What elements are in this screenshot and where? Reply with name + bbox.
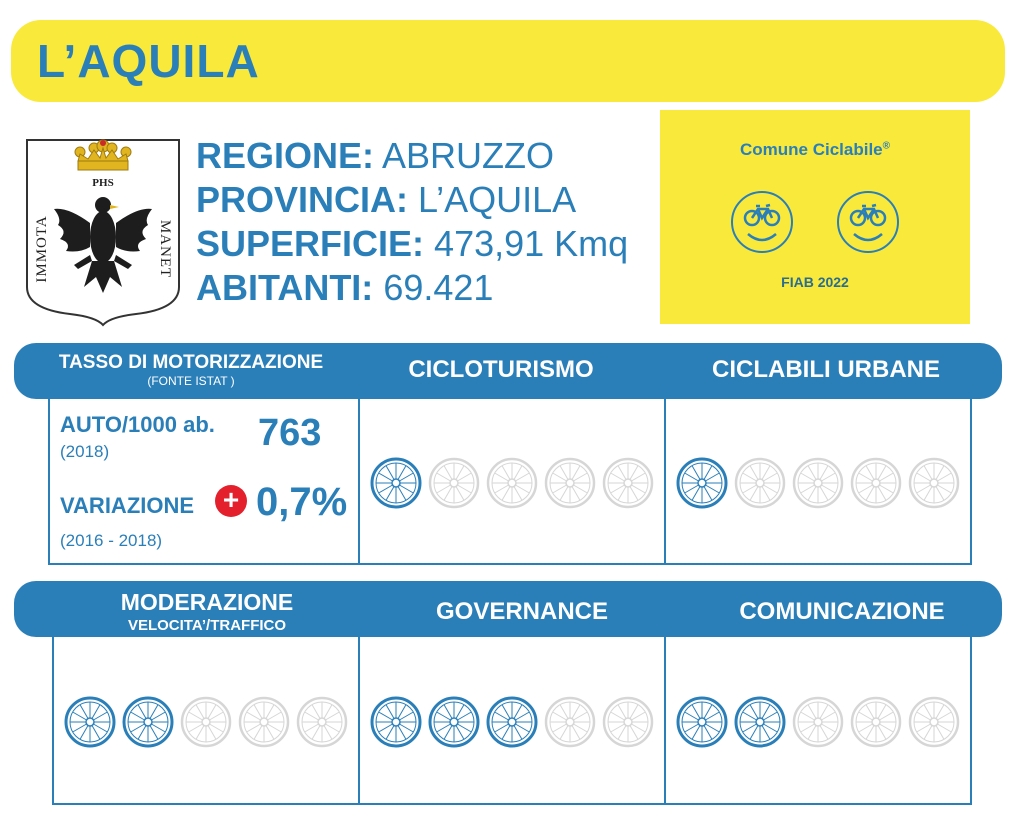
bicycle-wheel-icon bbox=[428, 457, 480, 509]
info-value: L’AQUILA bbox=[418, 179, 577, 220]
motorizzazione-title: TASSO DI MOTORIZZAZIONE bbox=[58, 352, 324, 373]
variazione-label: VARIAZIONE bbox=[60, 493, 195, 518]
bicycle-wheel-icon bbox=[734, 457, 786, 509]
bike-smiley-icon bbox=[836, 190, 900, 254]
variazione-value: 0,7% bbox=[256, 480, 348, 524]
bicycle-wheel-icon bbox=[792, 457, 844, 509]
bike-smiley-icon bbox=[730, 190, 794, 254]
ciclabili-urbane-rating bbox=[676, 457, 960, 509]
variazione-period: (2016 - 2018) bbox=[60, 531, 163, 550]
info-label: PROVINCIA: bbox=[196, 179, 409, 220]
bicycle-wheel-icon bbox=[180, 696, 232, 748]
bicycle-wheel-icon bbox=[850, 457, 902, 509]
city-info bbox=[196, 134, 628, 310]
governance-title: GOVERNANCE bbox=[435, 598, 609, 625]
bicycle-wheel-icon bbox=[370, 696, 422, 748]
bicycle-wheel-icon bbox=[850, 696, 902, 748]
comunicazione-rating bbox=[676, 696, 960, 748]
bicycle-wheel-icon bbox=[486, 696, 538, 748]
info-row-regione bbox=[196, 134, 628, 178]
bicycle-wheel-icon bbox=[908, 457, 960, 509]
bicycle-wheel-icon bbox=[676, 696, 728, 748]
bicycle-wheel-icon bbox=[544, 696, 596, 748]
moderazione-subtitle: VELOCITA’/TRAFFICO bbox=[127, 617, 287, 634]
comune-ciclabile-badge bbox=[660, 110, 970, 324]
governance-rating bbox=[370, 696, 654, 748]
info-label: ABITANTI: bbox=[196, 267, 374, 308]
bicycle-wheel-icon bbox=[676, 457, 728, 509]
motorizzazione-subtitle: (FONTE ISTAT ) bbox=[147, 374, 235, 388]
bicycle-wheel-icon bbox=[602, 696, 654, 748]
ciclabili-urbane-title: CICLABILI URBANE bbox=[712, 356, 940, 383]
moderazione-title: MODERAZIONE bbox=[120, 589, 294, 615]
bicycle-wheel-icon bbox=[238, 696, 290, 748]
info-value: 69.421 bbox=[383, 267, 494, 308]
plus-icon: + bbox=[215, 485, 247, 517]
info-label: REGIONE: bbox=[196, 135, 375, 176]
bicycle-wheel-icon bbox=[602, 457, 654, 509]
bicycle-wheel-icon bbox=[486, 457, 538, 509]
cicloturismo-rating bbox=[370, 457, 654, 509]
auto-year: (2018) bbox=[60, 442, 110, 461]
info-label: SUPERFICIE: bbox=[196, 223, 425, 264]
badge-title: Comune Ciclabile® bbox=[739, 140, 890, 159]
crest-monogram: PHS bbox=[92, 177, 114, 189]
info-value: ABRUZZO bbox=[382, 135, 555, 176]
bicycle-wheel-icon bbox=[428, 696, 480, 748]
comunicazione-title: COMUNICAZIONE bbox=[739, 598, 945, 625]
info-row-superficie bbox=[196, 222, 628, 266]
coat-of-arms-icon bbox=[24, 137, 182, 327]
crest-motto-right: MANET bbox=[157, 219, 173, 279]
bicycle-wheel-icon bbox=[544, 457, 596, 509]
badge-footer: FIAB 2022 bbox=[781, 274, 849, 290]
crest-motto-left: IMMOTA bbox=[34, 215, 50, 283]
info-row-abitanti bbox=[196, 266, 628, 310]
bicycle-wheel-icon bbox=[64, 696, 116, 748]
bicycle-wheel-icon bbox=[296, 696, 348, 748]
bicycle-wheel-icon bbox=[908, 696, 960, 748]
info-row-provincia bbox=[196, 178, 628, 222]
page-title: L’AQUILA bbox=[37, 35, 260, 87]
auto-value: 763 bbox=[258, 412, 322, 454]
bicycle-wheel-icon bbox=[122, 696, 174, 748]
moderazione-rating bbox=[64, 696, 348, 748]
bicycle-wheel-icon bbox=[370, 457, 422, 509]
cicloturismo-title: CICLOTURISMO bbox=[408, 356, 594, 383]
info-value: 473,91 Kmq bbox=[434, 223, 629, 264]
auto-label: AUTO/1000 ab. bbox=[60, 412, 215, 437]
bicycle-wheel-icon bbox=[734, 696, 786, 748]
bicycle-wheel-icon bbox=[792, 696, 844, 748]
